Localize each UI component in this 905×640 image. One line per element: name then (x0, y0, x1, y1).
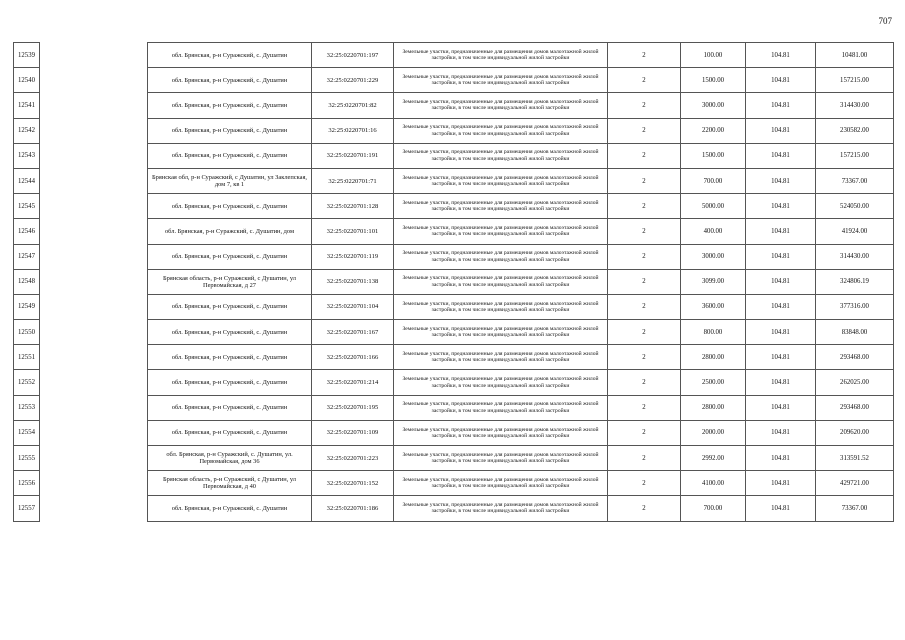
row-permitted-use: Земельные участки, предназначенные для размещения домов малоэтажной жилой застройки, в том числе индивидуальной жилой застройки (394, 345, 608, 370)
row-group: 2 (608, 43, 681, 68)
row-rate: 104.81 (746, 93, 816, 118)
row-rate: 104.81 (746, 496, 816, 521)
row-permitted-use: Земельные участки, предназначенные для размещения домов малоэтажной жилой застройки, в том числе индивидуальной жилой застройки (394, 269, 608, 294)
row-area: 1500.00 (681, 143, 746, 168)
row-permitted-use: Земельные участки, предназначенные для размещения домов малоэтажной жилой застройки, в том числе индивидуальной жилой застройки (394, 446, 608, 471)
row-number: 12557 (14, 496, 40, 521)
row-address: обл. Брянская, р-н Суражский, с. Душатин (148, 496, 312, 521)
row-cadastral-value: 230582.00 (816, 118, 894, 143)
row-cadastral-value: 293468.00 (816, 345, 894, 370)
row-number: 12551 (14, 345, 40, 370)
row-rate: 104.81 (746, 370, 816, 395)
row-area: 700.00 (681, 168, 746, 193)
row-area: 5000.00 (681, 194, 746, 219)
row-cadastral-value: 262025.00 (816, 370, 894, 395)
row-group: 2 (608, 194, 681, 219)
row-cadastral-value: 314430.00 (816, 93, 894, 118)
page-number: 707 (878, 16, 892, 26)
row-permitted-use: Земельные участки, предназначенные для размещения домов малоэтажной жилой застройки, в том числе индивидуальной жилой застройки (394, 370, 608, 395)
row-spacer (40, 370, 148, 395)
row-cadastral-number: 32:25:0220701:128 (312, 194, 394, 219)
table-row (14, 471, 894, 496)
row-address: обл. Брянская, р-н Суражский, с. Душатин (148, 244, 312, 269)
table-row (14, 269, 894, 294)
row-cadastral-number: 32:25:0220701:214 (312, 370, 394, 395)
row-group: 2 (608, 370, 681, 395)
row-address: Брянская область, р-н Суражский, с Душатин, ул Первомайская, д 27 (148, 269, 312, 294)
row-spacer (40, 471, 148, 496)
row-group: 2 (608, 244, 681, 269)
table-row (14, 168, 894, 193)
row-address: обл. Брянская, р-н Суражский, с. Душатин (148, 395, 312, 420)
row-address: обл. Брянская, р-н Суражский, с. Душатин (148, 194, 312, 219)
row-cadastral-number: 32:25:0220701:223 (312, 446, 394, 471)
row-cadastral-value: 313591.52 (816, 446, 894, 471)
row-cadastral-value: 41924.00 (816, 219, 894, 244)
row-address: обл. Брянская, р-н Суражский, с. Душатин, дом (148, 219, 312, 244)
table-row (14, 294, 894, 319)
row-cadastral-value: 73367.00 (816, 496, 894, 521)
row-rate: 104.81 (746, 395, 816, 420)
row-rate: 104.81 (746, 68, 816, 93)
row-rate: 104.81 (746, 194, 816, 219)
row-permitted-use: Земельные участки, предназначенные для размещения домов малоэтажной жилой застройки, в том числе индивидуальной жилой застройки (394, 118, 608, 143)
row-group: 2 (608, 269, 681, 294)
row-cadastral-value: 314430.00 (816, 244, 894, 269)
row-group: 2 (608, 219, 681, 244)
row-area: 3099.00 (681, 269, 746, 294)
row-cadastral-number: 32:25:0220701:197 (312, 43, 394, 68)
row-area: 100.00 (681, 43, 746, 68)
row-area: 1500.00 (681, 68, 746, 93)
row-cadastral-value: 524050.00 (816, 194, 894, 219)
row-group: 2 (608, 68, 681, 93)
row-number: 12553 (14, 395, 40, 420)
row-cadastral-number: 32:25:0220701:82 (312, 93, 394, 118)
table-row (14, 194, 894, 219)
row-permitted-use: Земельные участки, предназначенные для размещения домов малоэтажной жилой застройки, в том числе индивидуальной жилой застройки (394, 194, 608, 219)
row-cadastral-value: 429721.00 (816, 471, 894, 496)
row-rate: 104.81 (746, 420, 816, 445)
row-permitted-use: Земельные участки, предназначенные для размещения домов малоэтажной жилой застройки, в том числе индивидуальной жилой застройки (394, 93, 608, 118)
row-spacer (40, 118, 148, 143)
row-cadastral-number: 32:25:0220701:119 (312, 244, 394, 269)
row-address: Брянская область, р-н Суражский, с Душатин, ул Первомайская, д 40 (148, 471, 312, 496)
registry-table (13, 42, 894, 522)
table-row (14, 345, 894, 370)
row-cadastral-value: 209620.00 (816, 420, 894, 445)
row-rate: 104.81 (746, 471, 816, 496)
row-area: 400.00 (681, 219, 746, 244)
row-address: обл. Брянская, р-н Суражский, с. Душатин (148, 370, 312, 395)
table-row (14, 395, 894, 420)
table-row (14, 68, 894, 93)
table-row (14, 496, 894, 521)
row-address: обл. Брянская, р-н Суражский, с. Душатин (148, 420, 312, 445)
row-area: 4100.00 (681, 471, 746, 496)
row-rate: 104.81 (746, 269, 816, 294)
row-rate: 104.81 (746, 345, 816, 370)
row-number: 12540 (14, 68, 40, 93)
row-group: 2 (608, 471, 681, 496)
row-cadastral-value: 10481.00 (816, 43, 894, 68)
row-group: 2 (608, 345, 681, 370)
row-cadastral-value: 377316.00 (816, 294, 894, 319)
row-cadastral-number: 32:25:0220701:167 (312, 320, 394, 345)
row-cadastral-value: 73367.00 (816, 168, 894, 193)
table-row (14, 320, 894, 345)
row-number: 12544 (14, 168, 40, 193)
row-number: 12546 (14, 219, 40, 244)
row-rate: 104.81 (746, 446, 816, 471)
row-cadastral-number: 32:25:0220701:186 (312, 496, 394, 521)
row-number: 12539 (14, 43, 40, 68)
row-address: обл. Брянская, р-н Суражский, с. Душатин (148, 320, 312, 345)
table-row (14, 93, 894, 118)
row-group: 2 (608, 420, 681, 445)
row-group: 2 (608, 496, 681, 521)
row-spacer (40, 320, 148, 345)
row-cadastral-number: 32:25:0220701:229 (312, 68, 394, 93)
row-number: 12541 (14, 93, 40, 118)
row-cadastral-number: 32:25:0220701:195 (312, 395, 394, 420)
table-row (14, 118, 894, 143)
row-permitted-use: Земельные участки, предназначенные для размещения домов малоэтажной жилой застройки, в том числе индивидуальной жилой застройки (394, 471, 608, 496)
row-rate: 104.81 (746, 143, 816, 168)
row-cadastral-number: 32:25:0220701:101 (312, 219, 394, 244)
row-spacer (40, 345, 148, 370)
row-cadastral-number: 32:25:0220701:138 (312, 269, 394, 294)
row-address: обл. Брянская, р-н Суражский, с. Душатин (148, 68, 312, 93)
row-number: 12549 (14, 294, 40, 319)
row-area: 3000.00 (681, 93, 746, 118)
row-spacer (40, 194, 148, 219)
row-group: 2 (608, 395, 681, 420)
row-area: 2800.00 (681, 395, 746, 420)
row-area: 2800.00 (681, 345, 746, 370)
row-spacer (40, 93, 148, 118)
row-spacer (40, 168, 148, 193)
row-cadastral-number: 32:25:0220701:191 (312, 143, 394, 168)
row-number: 12547 (14, 244, 40, 269)
row-permitted-use: Земельные участки, предназначенные для размещения домов малоэтажной жилой застройки, в том числе индивидуальной жилой застройки (394, 496, 608, 521)
row-number: 12543 (14, 143, 40, 168)
row-area: 700.00 (681, 496, 746, 521)
row-permitted-use: Земельные участки, предназначенные для размещения домов малоэтажной жилой застройки, в том числе индивидуальной жилой застройки (394, 68, 608, 93)
row-group: 2 (608, 118, 681, 143)
row-address: обл. Брянская, р-н Суражский, с. Душатин (148, 345, 312, 370)
row-group: 2 (608, 93, 681, 118)
row-spacer (40, 446, 148, 471)
row-address: обл. Брянская, р-н Суражский, с. Душатин (148, 294, 312, 319)
row-cadastral-value: 83848.00 (816, 320, 894, 345)
row-permitted-use: Земельные участки, предназначенные для размещения домов малоэтажной жилой застройки, в том числе индивидуальной жилой застройки (394, 219, 608, 244)
row-group: 2 (608, 294, 681, 319)
row-area: 3600.00 (681, 294, 746, 319)
row-group: 2 (608, 143, 681, 168)
row-area: 2200.00 (681, 118, 746, 143)
row-address: Брянская обл, р-н Суражский, с Душатин, ул Заклепская, дом 7, кв 1 (148, 168, 312, 193)
row-rate: 104.81 (746, 118, 816, 143)
row-spacer (40, 68, 148, 93)
row-area: 2992.00 (681, 446, 746, 471)
table-body (14, 43, 894, 522)
table-row (14, 43, 894, 68)
row-cadastral-number: 32:25:0220701:152 (312, 471, 394, 496)
row-permitted-use: Земельные участки, предназначенные для размещения домов малоэтажной жилой застройки, в том числе индивидуальной жилой застройки (394, 168, 608, 193)
row-cadastral-number: 32:25:0220701:166 (312, 345, 394, 370)
row-area: 3000.00 (681, 244, 746, 269)
row-cadastral-value: 324806.19 (816, 269, 894, 294)
row-address: обл. Брянская, р-н Суражский, с. Душатин, ул. Первомайская, дом 36 (148, 446, 312, 471)
table-row (14, 244, 894, 269)
row-rate: 104.81 (746, 294, 816, 319)
row-group: 2 (608, 446, 681, 471)
row-permitted-use: Земельные участки, предназначенные для размещения домов малоэтажной жилой застройки, в том числе индивидуальной жилой застройки (394, 143, 608, 168)
row-rate: 104.81 (746, 244, 816, 269)
row-rate: 104.81 (746, 219, 816, 244)
row-group: 2 (608, 168, 681, 193)
row-spacer (40, 496, 148, 521)
table-row (14, 143, 894, 168)
row-spacer (40, 219, 148, 244)
row-number: 12545 (14, 194, 40, 219)
row-rate: 104.81 (746, 168, 816, 193)
row-number: 12548 (14, 269, 40, 294)
row-number: 12554 (14, 420, 40, 445)
row-cadastral-number: 32:25:0220701:71 (312, 168, 394, 193)
row-area: 2000.00 (681, 420, 746, 445)
row-cadastral-value: 157215.00 (816, 143, 894, 168)
row-permitted-use: Земельные участки, предназначенные для размещения домов малоэтажной жилой застройки, в том числе индивидуальной жилой застройки (394, 294, 608, 319)
row-number: 12555 (14, 446, 40, 471)
row-permitted-use: Земельные участки, предназначенные для размещения домов малоэтажной жилой застройки, в том числе индивидуальной жилой застройки (394, 420, 608, 445)
row-address: обл. Брянская, р-н Суражский, с. Душатин (148, 118, 312, 143)
table-row (14, 219, 894, 244)
row-address: обл. Брянская, р-н Суражский, с. Душатин (148, 43, 312, 68)
row-spacer (40, 420, 148, 445)
row-number: 12550 (14, 320, 40, 345)
row-number: 12552 (14, 370, 40, 395)
row-permitted-use: Земельные участки, предназначенные для размещения домов малоэтажной жилой застройки, в том числе индивидуальной жилой застройки (394, 320, 608, 345)
row-area: 2500.00 (681, 370, 746, 395)
row-permitted-use: Земельные участки, предназначенные для размещения домов малоэтажной жилой застройки, в том числе индивидуальной жилой застройки (394, 43, 608, 68)
row-rate: 104.81 (746, 320, 816, 345)
row-number: 12542 (14, 118, 40, 143)
row-spacer (40, 244, 148, 269)
row-rate: 104.81 (746, 43, 816, 68)
row-cadastral-number: 32:25:0220701:104 (312, 294, 394, 319)
row-address: обл. Брянская, р-н Суражский, с. Душатин (148, 143, 312, 168)
row-number: 12556 (14, 471, 40, 496)
row-area: 800.00 (681, 320, 746, 345)
row-spacer (40, 294, 148, 319)
row-cadastral-value: 157215.00 (816, 68, 894, 93)
row-cadastral-number: 32:25:0220701:16 (312, 118, 394, 143)
table-row (14, 420, 894, 445)
row-permitted-use: Земельные участки, предназначенные для размещения домов малоэтажной жилой застройки, в том числе индивидуальной жилой застройки (394, 395, 608, 420)
row-spacer (40, 269, 148, 294)
row-spacer (40, 143, 148, 168)
row-permitted-use: Земельные участки, предназначенные для размещения домов малоэтажной жилой застройки, в том числе индивидуальной жилой застройки (394, 244, 608, 269)
row-spacer (40, 395, 148, 420)
row-cadastral-value: 293468.00 (816, 395, 894, 420)
row-cadastral-number: 32:25:0220701:109 (312, 420, 394, 445)
row-spacer (40, 43, 148, 68)
table-row (14, 446, 894, 471)
row-group: 2 (608, 320, 681, 345)
row-address: обл. Брянская, р-н Суражский, с. Душатин (148, 93, 312, 118)
table-row (14, 370, 894, 395)
